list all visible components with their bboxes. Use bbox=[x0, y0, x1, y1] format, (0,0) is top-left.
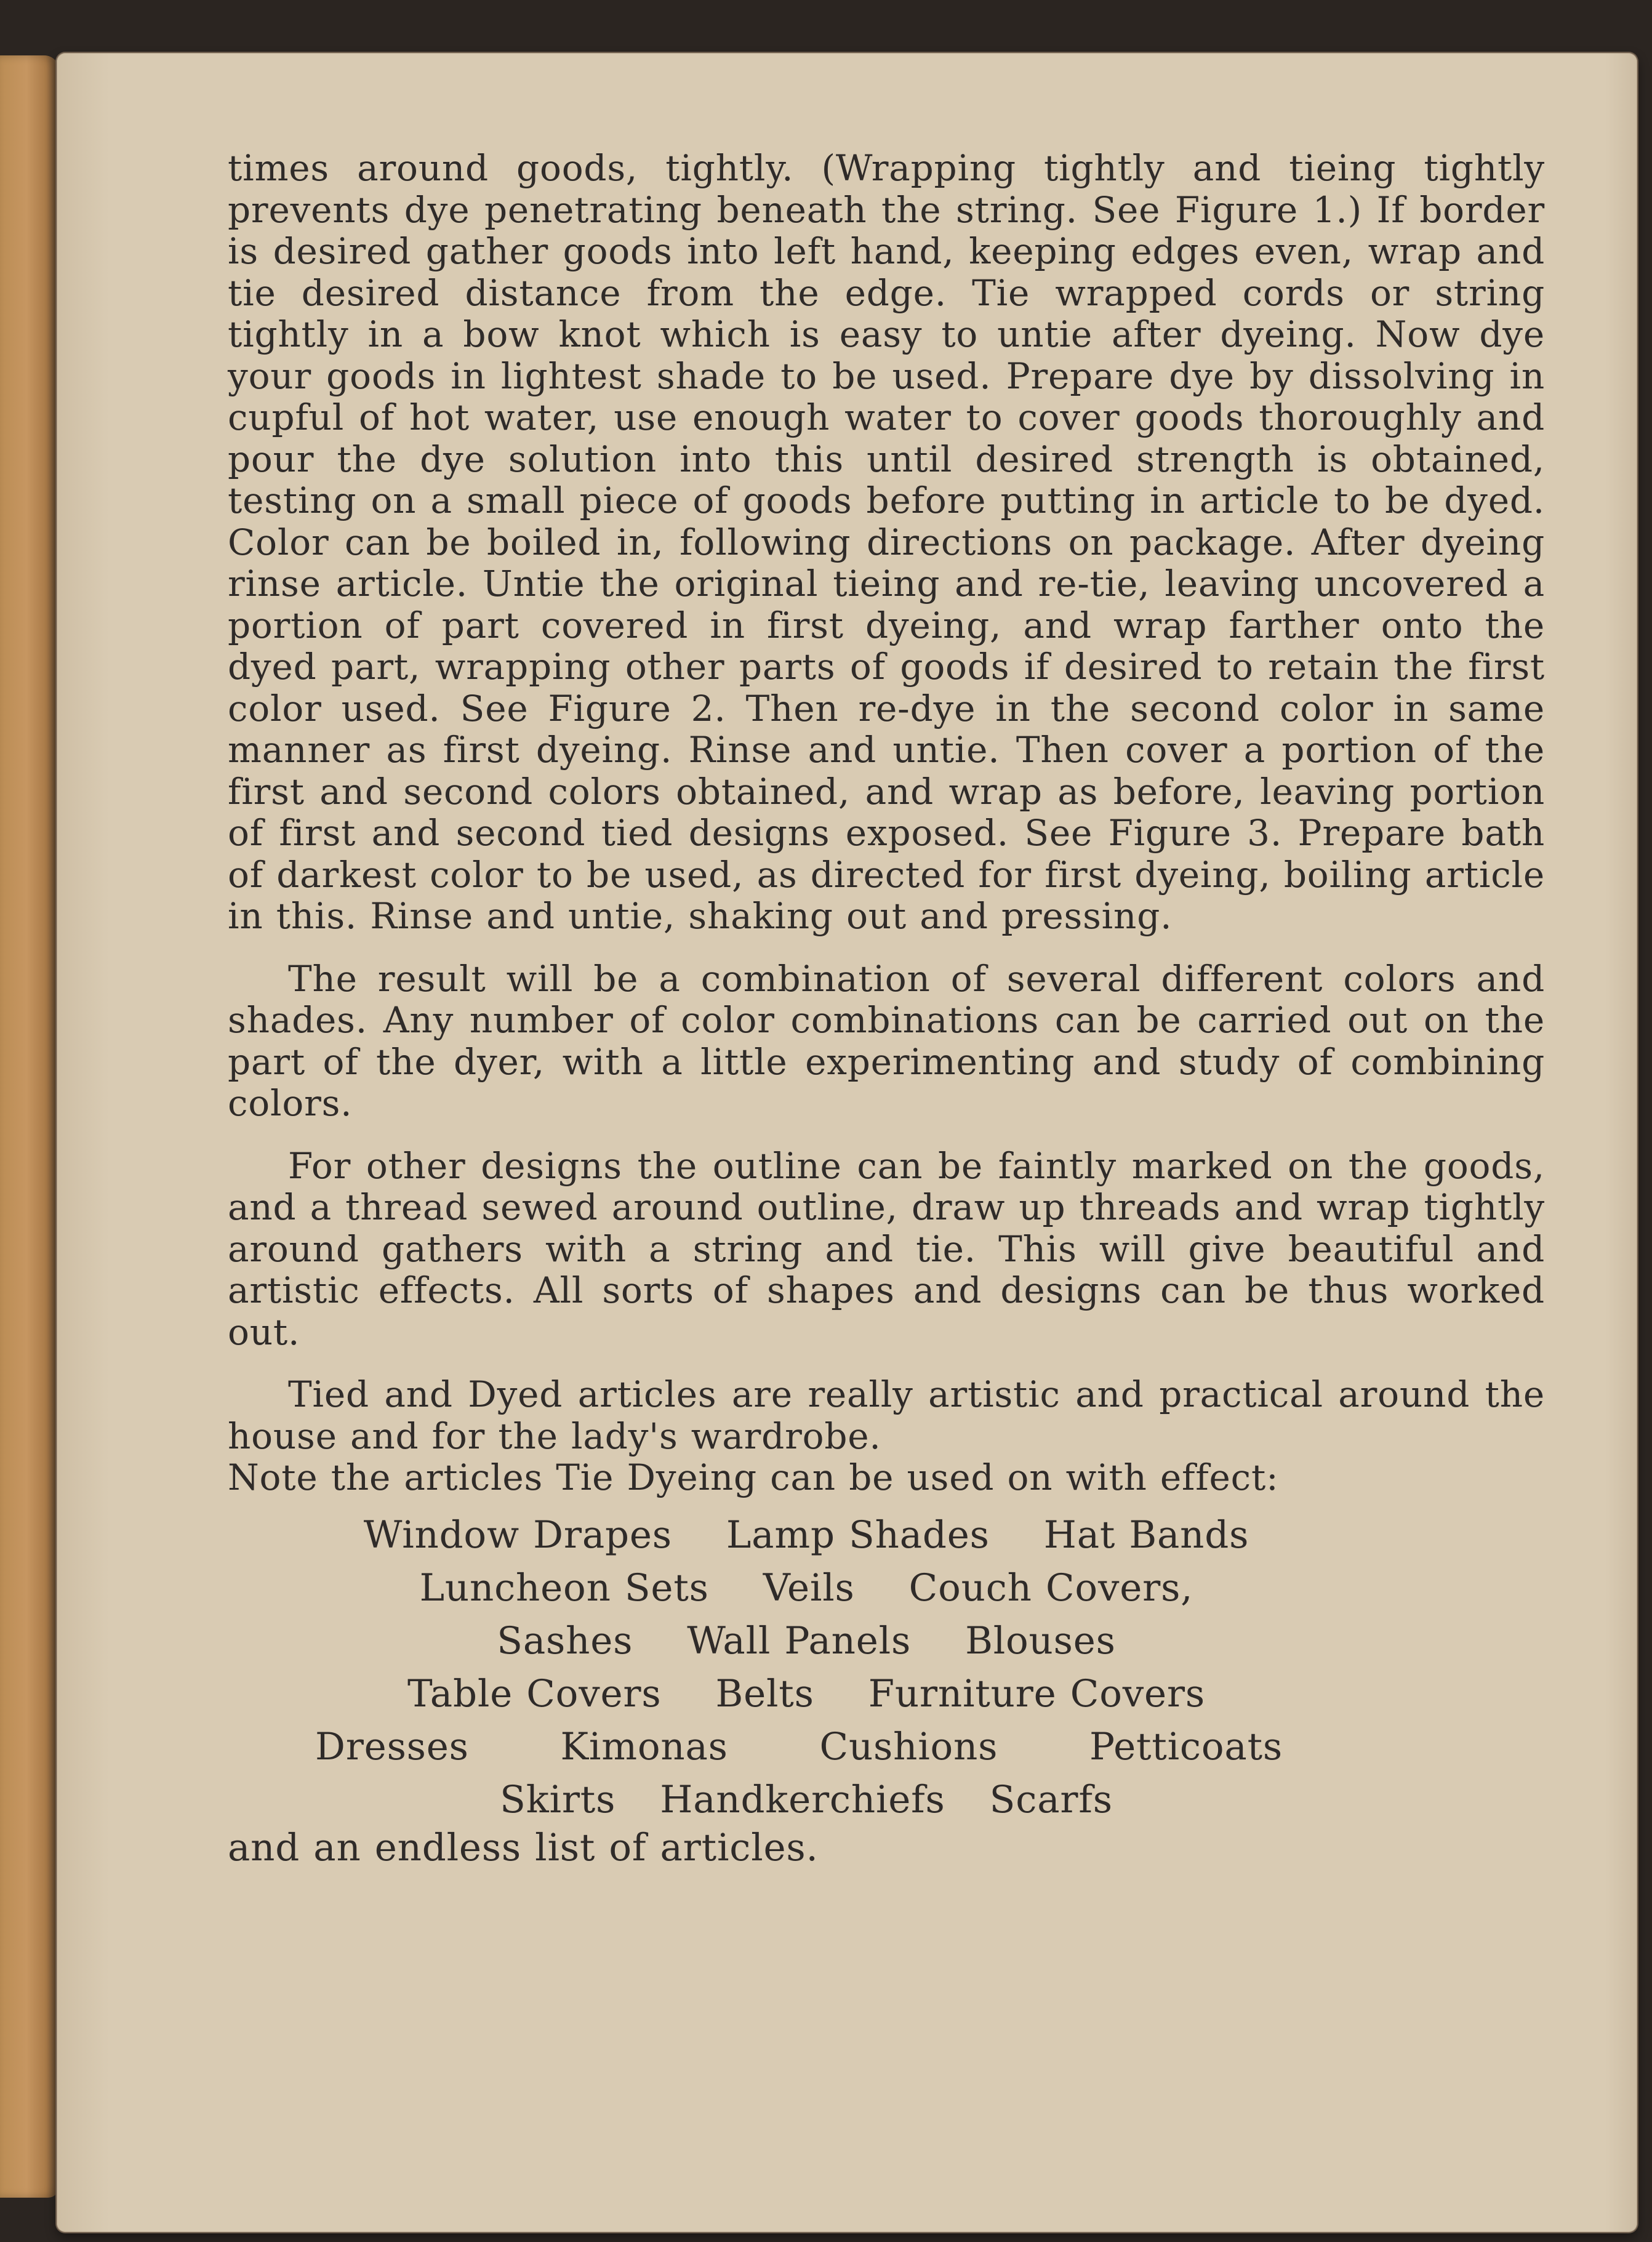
articles-row bbox=[228, 1509, 1385, 1562]
article-item: Skirts bbox=[500, 1777, 616, 1822]
article-item: Lamp Shades bbox=[726, 1513, 990, 1557]
articles-row bbox=[228, 1668, 1385, 1721]
article-item: Couch Covers, bbox=[908, 1565, 1193, 1610]
articles-row bbox=[228, 1774, 1385, 1826]
paragraph-result: The result will be a combination of several different colors and shades. Any number of color combinations can be carried out on the part of the dyer, with a little experimenting and study of combining colors. bbox=[228, 957, 1545, 1124]
paragraph-note: Note the articles Tie Dyeing can be used on with effect: bbox=[228, 1456, 1279, 1498]
book-page bbox=[57, 53, 1637, 2232]
article-item: Table Covers bbox=[407, 1671, 662, 1716]
article-item: Petticoats bbox=[1089, 1724, 1283, 1769]
article-item: Window Drapes bbox=[363, 1513, 672, 1557]
paragraph-instructions: times around goods, tightly. (Wrapping tightly and tieing tightly prevents dye penetrating beneath the string. See Figure 1.) If border is desired gather goods into left hand, keeping edges even, wrap and tie desired distance from the edge. Tie wrapped cords or string tightly in a bow knot which is easy to untie after dyeing. Now dye your goods in lightest shade to be used. Prepare dye by dissolving in cupful of hot water, use enough water to cover goods thoroughly and pour the dye solution into this until desired strength is obtained, testing on a small piece of goods before putting in article to be dyed. Color can be boiled in, following directions on package. After dyeing rinse article. Untie the original tieing and re-tie, leaving uncovered a portion of part covered in first dyeing, and wrap farther onto the dyed part, wrapping other parts of goods if desired to retain the first color used. See Figure 2. Then re-dye in the second color in same manner as first dyeing. Rinse and untie. Then cover a portion of the first and second colors obtained, and wrap as before, leaving portion of first and second tied designs exposed. See Figure 3. Prepare bath of darkest color to be used, as directed for first dyeing, boiling article in this. Rinse and untie, shaking out and pressing. bbox=[228, 147, 1545, 937]
article-item: Dresses bbox=[315, 1724, 469, 1769]
articles-list bbox=[228, 1509, 1385, 1826]
article-item: Blouses bbox=[965, 1618, 1116, 1663]
page-content bbox=[228, 148, 1545, 1870]
article-item: Furniture Covers bbox=[868, 1671, 1205, 1716]
article-item: Sashes bbox=[497, 1618, 633, 1663]
article-item: Veils bbox=[763, 1565, 855, 1610]
articles-row bbox=[228, 1721, 1385, 1774]
article-item: Handkerchiefs bbox=[660, 1777, 945, 1822]
book-spine bbox=[0, 55, 59, 2198]
article-item: Cushions bbox=[819, 1724, 998, 1769]
paragraph-designs: For other designs the outline can be faintly marked on the goods, and a thread sewed around outline, draw up threads and wrap tightly around gathers with a string and tie. This will give beautiful and artistic effects. All sorts of shapes and designs can be thus worked out. bbox=[228, 1144, 1545, 1353]
closing-line: and an endless list of articles. bbox=[228, 1825, 819, 1870]
article-item: Luncheon Sets bbox=[419, 1565, 709, 1610]
article-item: Kimonas bbox=[560, 1724, 728, 1769]
article-item: Scarfs bbox=[989, 1777, 1113, 1822]
articles-row bbox=[228, 1562, 1385, 1615]
paragraph-practical: Tied and Dyed articles are really artistic and practical around the house and for the lady's wardrobe. bbox=[228, 1373, 1545, 1457]
articles-row bbox=[228, 1615, 1385, 1668]
article-item: Belts bbox=[715, 1671, 814, 1716]
article-item: Hat Bands bbox=[1043, 1513, 1249, 1557]
article-item: Wall Panels bbox=[687, 1618, 912, 1663]
